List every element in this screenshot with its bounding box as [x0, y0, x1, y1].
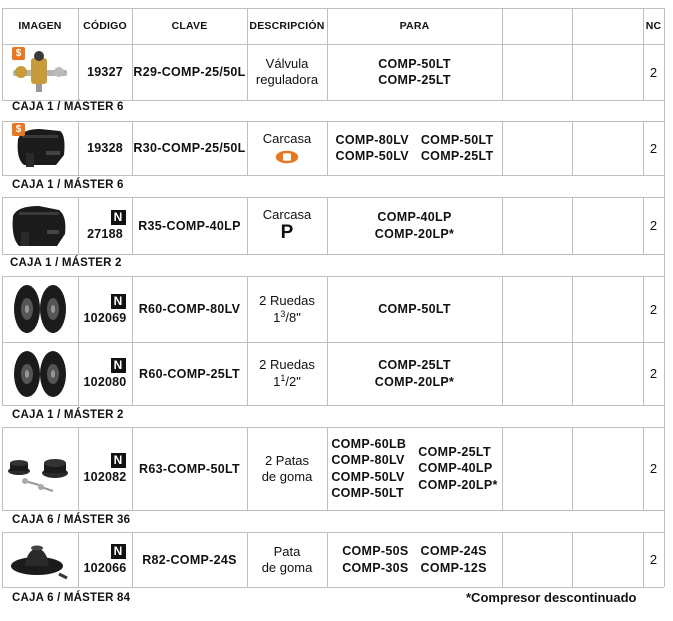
- row4-descripcion: [247, 276, 327, 342]
- row4-desc-line1: 2 Ruedas: [259, 292, 315, 308]
- price-badge: $: [12, 47, 25, 60]
- new-badge: N: [111, 453, 126, 468]
- row6-codigo: 102082: [83, 470, 127, 484]
- grid-vline: [78, 197, 79, 254]
- row5-para: [327, 342, 502, 405]
- row6-para-item: COMP-50LV: [331, 469, 405, 484]
- grid-vline: [643, 276, 644, 405]
- row1-descripcion: [247, 44, 327, 100]
- row7-desc-line2: de goma: [261, 559, 313, 575]
- row5-descripcion: [247, 342, 327, 405]
- row3-codigo-cell: [78, 197, 132, 254]
- row2-caja: CAJA 1 / MÁSTER 6: [12, 179, 124, 191]
- row7-descripcion: [247, 532, 327, 587]
- price-badge: $: [12, 123, 25, 136]
- wheels-image: [9, 346, 71, 402]
- grid-vline: [2, 276, 3, 405]
- row7-codigo: 102066: [83, 561, 127, 575]
- grid-hline: [2, 342, 664, 343]
- grid-vline: [78, 121, 79, 175]
- row1-desc-line1: Válvula: [265, 56, 309, 72]
- header-imagen: IMAGEN: [18, 20, 62, 32]
- pretul-p-icon: P: [280, 222, 294, 244]
- row7-para-item: COMP-12S: [420, 560, 487, 575]
- row3-caja: CAJA 1 / MÁSTER 2: [10, 257, 122, 269]
- grid-vline: [327, 532, 328, 587]
- row4-para-item: COMP-50LT: [378, 301, 451, 316]
- grid-hline: [2, 44, 664, 45]
- grid-vline: [247, 427, 248, 510]
- row6-desc-line1: 2 Patas: [264, 452, 310, 468]
- row7-para: [327, 532, 502, 587]
- grid-hline: [2, 587, 664, 588]
- row6-para-item: COMP-80LV: [331, 453, 405, 468]
- grid-vline: [572, 197, 573, 254]
- row2-nc: 2: [649, 140, 658, 156]
- grid-vline: [664, 405, 665, 427]
- row3-para: [327, 197, 502, 254]
- grid-vline: [132, 276, 133, 405]
- grid-vline: [643, 532, 644, 587]
- row6-desc-line2: de goma: [261, 468, 313, 484]
- row2-descripcion: [247, 121, 327, 175]
- grid-vline: [132, 197, 133, 254]
- grid-vline: [247, 276, 248, 405]
- row5-caja: CAJA 1 / MÁSTER 2: [12, 409, 124, 421]
- grid-vline: [2, 121, 3, 175]
- row5-codigo: 102080: [83, 375, 127, 389]
- row3-descripcion: [247, 197, 327, 254]
- grid-vline: [502, 427, 503, 510]
- header-codigo: CÓDIGO: [83, 20, 127, 32]
- row7-caja: CAJA 6 / MÁSTER 84: [12, 592, 131, 604]
- row4-codigo: 102069: [83, 310, 127, 325]
- grid-vline: [247, 197, 248, 254]
- row3-nc: 2: [649, 218, 658, 233]
- row7-desc-line1: Pata: [273, 543, 301, 559]
- row7-para-item: COMP-30S: [342, 560, 409, 575]
- header-para: PARA: [399, 20, 430, 32]
- grid-vline: [327, 427, 328, 510]
- row4-clave: R60-COMP-80LV: [138, 302, 241, 316]
- row5-para-item: COMP-20LP*: [374, 374, 455, 389]
- row7-para-item: COMP-24S: [420, 544, 487, 559]
- row6-descripcion: [247, 427, 327, 510]
- row2-para-item: COMP-80LV: [335, 132, 409, 147]
- product-image-rubber-feet: [2, 427, 78, 510]
- row2-para-item: COMP-50LT: [420, 132, 494, 147]
- row2-codigo: 19328: [87, 141, 123, 155]
- grid-vline: [327, 197, 328, 254]
- row1-nc: 2: [649, 64, 658, 80]
- row1-para: [327, 44, 502, 100]
- grid-vline: [78, 8, 79, 100]
- new-badge: N: [111, 358, 126, 373]
- row6-clave: R63-COMP-50LT: [139, 461, 240, 476]
- grid-vline: [572, 532, 573, 587]
- row7-clave: R82-COMP-24S: [142, 552, 237, 567]
- row4-nc: 2: [649, 301, 658, 317]
- product-image-housing: [2, 121, 78, 175]
- row6-para-item: COMP-20LP*: [418, 477, 498, 492]
- grid-vline: [643, 427, 644, 510]
- grid-vline: [327, 8, 328, 100]
- grid-vline: [2, 427, 3, 510]
- grid-vline: [78, 532, 79, 587]
- grid-vline: [572, 427, 573, 510]
- grid-hline: [2, 121, 664, 122]
- row3-para-item: COMP-20LP*: [374, 226, 455, 241]
- row3-codigo: 27188: [87, 227, 123, 241]
- row7-nc: 2: [649, 552, 658, 567]
- product-image-housing-p: [2, 197, 78, 254]
- grid-vline: [132, 8, 133, 100]
- grid-vline: [2, 197, 3, 254]
- row1-para-item: COMP-50LT: [378, 56, 451, 71]
- grid-vline: [132, 532, 133, 587]
- row5-para-item: COMP-25LT: [378, 358, 451, 373]
- grid-vline: [643, 197, 644, 254]
- grid-vline: [502, 197, 503, 254]
- new-badge: N: [111, 294, 126, 309]
- header-descripcion: DESCRIPCIÓN: [249, 20, 325, 32]
- grid-hline: [2, 197, 664, 198]
- grid-hline: [2, 100, 664, 101]
- row4-codigo-cell: [78, 276, 132, 342]
- row2-clave: R30-COMP-25/50L: [133, 141, 246, 155]
- wheels-image: [9, 280, 71, 338]
- row2-desc-line1: Carcasa: [262, 130, 312, 146]
- row6-codigo-cell: [78, 427, 132, 510]
- housing-p-image: [9, 202, 71, 250]
- grid-vline: [247, 121, 248, 175]
- grid-vline: [664, 532, 665, 587]
- footnote: *Compresor descontinuado: [466, 590, 637, 605]
- grid-vline: [572, 276, 573, 405]
- grid-vline: [502, 8, 503, 100]
- grid-vline: [78, 427, 79, 510]
- row6-para: [327, 427, 502, 510]
- grid-hline: [2, 254, 664, 255]
- row6-caja: CAJA 6 / MÁSTER 36: [12, 514, 131, 526]
- grid-vline: [502, 276, 503, 405]
- grid-hline: [2, 532, 664, 533]
- grid-hline: [2, 405, 664, 406]
- header-nc: NC: [645, 20, 662, 32]
- grid-vline: [247, 532, 248, 587]
- rubber-feet-image: [5, 441, 75, 497]
- row1-codigo: 19327: [87, 65, 123, 79]
- grid-vline: [664, 276, 665, 405]
- row1-desc-line2: reguladora: [255, 72, 319, 87]
- grid-vline: [664, 8, 665, 100]
- grid-hline: [2, 510, 664, 511]
- grid-vline: [643, 121, 644, 175]
- grid-hline: [2, 276, 664, 277]
- row5-codigo-cell: [78, 342, 132, 405]
- row6-nc: 2: [649, 461, 658, 476]
- grid-vline: [132, 121, 133, 175]
- grid-vline: [502, 532, 503, 587]
- row4-desc-size: $1^3/8$": [273, 308, 301, 325]
- row3-desc-line1: Carcasa: [262, 206, 312, 222]
- grid-vline: [2, 532, 3, 587]
- grid-vline: [247, 8, 248, 100]
- row7-codigo-cell: [78, 532, 132, 587]
- grid-vline: [643, 8, 644, 100]
- grid-vline: [664, 254, 665, 276]
- grid-vline: [572, 121, 573, 175]
- new-badge: N: [111, 210, 126, 225]
- row4-para: [327, 276, 502, 342]
- row2-para-item: COMP-50LV: [335, 149, 409, 163]
- grid-vline: [664, 510, 665, 532]
- row2-para-item: COMP-25LT: [420, 149, 494, 163]
- grid-vline: [132, 427, 133, 510]
- grid-vline: [664, 121, 665, 175]
- product-image-valve: [2, 44, 78, 100]
- row3-para-item: COMP-40LP: [377, 210, 452, 225]
- row1-caja: CAJA 1 / MÁSTER 6: [12, 101, 124, 113]
- grid-hline: [2, 175, 664, 176]
- row5-desc-line1: 2 Ruedas: [259, 357, 315, 373]
- product-image-wheels-80lv: [2, 276, 78, 342]
- grid-vline: [78, 276, 79, 405]
- row5-nc: 2: [649, 366, 658, 381]
- row6-para-item: COMP-50LT: [331, 485, 404, 500]
- product-image-wheels-25lt: [2, 342, 78, 405]
- row1-clave: R29-COMP-25/50L: [133, 65, 246, 79]
- grid-vline: [327, 276, 328, 405]
- row6-para-item: COMP-60LB: [331, 437, 407, 451]
- product-image-rubber-foot-24s: [2, 532, 78, 587]
- row6-para-item: COMP-40LP: [418, 461, 493, 476]
- rubber-foot-image: [7, 538, 73, 582]
- grid-vline: [664, 197, 665, 254]
- truper-logo-icon: [274, 149, 300, 165]
- new-badge: N: [111, 544, 126, 559]
- grid-vline: [664, 175, 665, 197]
- header-clave: CLAVE: [171, 20, 208, 32]
- row3-clave: R35-COMP-40LP: [138, 218, 241, 233]
- grid-vline: [327, 121, 328, 175]
- grid-vline: [664, 427, 665, 510]
- row5-desc-size: $1^1/2$": [273, 373, 301, 389]
- row6-para-item: COMP-25LT: [418, 445, 491, 460]
- row2-para: [327, 121, 502, 175]
- grid-vline: [664, 100, 665, 121]
- row1-para-item: COMP-25LT: [378, 73, 451, 87]
- grid-vline: [2, 8, 3, 100]
- row5-clave: R60-COMP-25LT: [139, 366, 240, 381]
- grid-vline: [572, 8, 573, 100]
- grid-hline: [2, 427, 664, 428]
- grid-hline: [2, 8, 664, 9]
- grid-vline: [502, 121, 503, 175]
- row7-para-item: COMP-50S: [342, 544, 409, 559]
